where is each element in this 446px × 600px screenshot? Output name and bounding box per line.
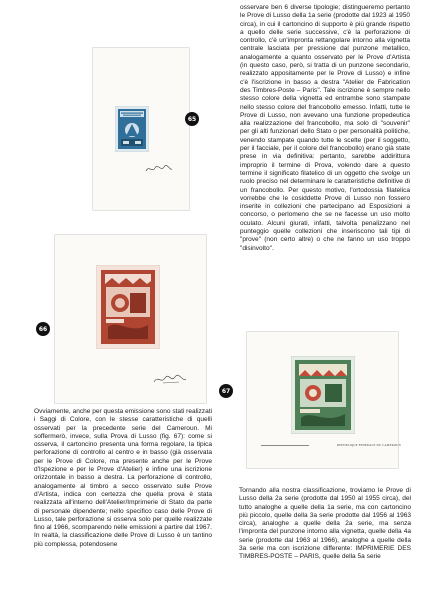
figure-65-number-badge: 65 (185, 112, 199, 126)
figure-66-stamp-image (96, 265, 160, 349)
figure-65-proof-sheet (93, 48, 189, 210)
figure-65-signature (145, 164, 173, 174)
figure-66-number-badge: 66 (36, 322, 50, 336)
body-text-right-top: osservare ben 6 diverse tipologie; distingueremo pertanto le Prove di Lusso della 1a serie (prodotte dal 1923 al 1950 circa), in cui il cartoncino di supporto è più grande rispetto a quello delle serie successive, c'è la perforazione di controllo, c'è un'impronta rettangolare intorno alla vignetta centrale lasciata per pressione dal punzone metallico, analogamente a quanto osservato per le Prove d'Artista (in questo caso, però, si tratta di un punzone secondario, realizzato appositamente per le Prove di Lusso) e infine c'è l'iscrizione in basso a destra "Atelier de Fabrication des Timbres-Poste – Paris". Tale iscrizione è sempre nello stesso colore della vignetta ed entrambe sono stampate nello stesso colore del francobollo emesso. Infatti, tutte le Prove di Lusso, non avevano una funzione propedeutica alla realizzazione del francobollo, ma solo di "souvenir" per gli alti funzionari dello Stato o per personalità politiche, venendo stampate quando tutte le scelte (per il soggetto, per il facciale, per il colore del francobollo) erano già state prese in via definitiva: pertanto, sarebbe addirittura improprio il termine di Prova, volendo dare a questo termine il significato filatelico di un oggetto che svolge un ruolo preciso nel determinare le caratteristiche definitive di un francobollo. Per questo motivo, l'ortodossia filatelica vorrebbe che le cosiddette Prove di Lusso non fossero inserite in collezioni che partecipano ad Esposizioni a concorso, o perlomeno che se ne facesse un uso molto oculato. Alcuni giurati, infatti, talvolta penalizzano nel punteggio quelle collezioni che inseriscono tali tipi di "prove" (non certo altre) o che ne fanno un uso troppo "disinvolto". (240, 4, 410, 252)
body-text-left-bottom: Ovviamente, anche per questa emissione sono stati realizzati i Saggi di Colore, con le stesse caratteristiche di quelli osservati per la precedente serie del Cameroun. Mi soffermerò, invece, sulla Prova di Lusso (fig. 67): come si osserva, il cartoncino presenta una forma regolare, la tipica perforazione di controllo al centro e in basso (già osservata per le Prove di Colore, ma presente anche per le Prove d'Ispezione e per le Prove d'Atelier) e infine una iscrizione orizzontale in basso a destra. La perforazione di controllo, analogamente al timbro a secco osservato sulle Prove d'Artista, indica con certezza che quella prova è stata realizzata all'interno dell'Atelier/Imprimerie di Stato da parte di personale dipendente; nello specifico caso delle Prove di Lusso, tale perforazione si osserva solo per quelle realizzate fino al 1966, scomparendo nelle emissioni a partire dal 1967. In realtà, la classificazione delle Prove di Lusso è un tantino più complessa, potendosene (34, 408, 212, 548)
body-text-right-bottom: Tornando alla nostra classificazione, troviamo le Prove di Lusso della 2a serie (prodotte dal 1950 al 1955 circa), del tutto analoghe a quelle della 1a serie, ma con cartoncino più piccolo, quelle della 3a serie prodotte dal 1956 al 1963 circa), analoghe a quelle della 2a serie, ma senza l'impronta del punzone intorno alla vignetta, quelle della 4a serie (prodotte dal 1963 al 1966), analoghe a quelle della 3a serie ma con iscrizione differente: IMPRIMERIE DES TIMBRES-POSTE – PARIS, quelle della 5a serie (239, 487, 411, 561)
figure-67-stamp-image (291, 356, 355, 434)
figure-67-caption-rule (261, 445, 309, 446)
figure-67-number-badge: 67 (219, 384, 233, 398)
figure-65-stamp-image (115, 106, 149, 152)
figure-66-proof-sheet (55, 235, 206, 403)
figure-67-proof-sheet (247, 332, 401, 468)
figure-67-caption: REPUBLIQUE FEDERALE DU CAMEROUN (337, 443, 401, 447)
figure-66-signature (153, 373, 187, 385)
